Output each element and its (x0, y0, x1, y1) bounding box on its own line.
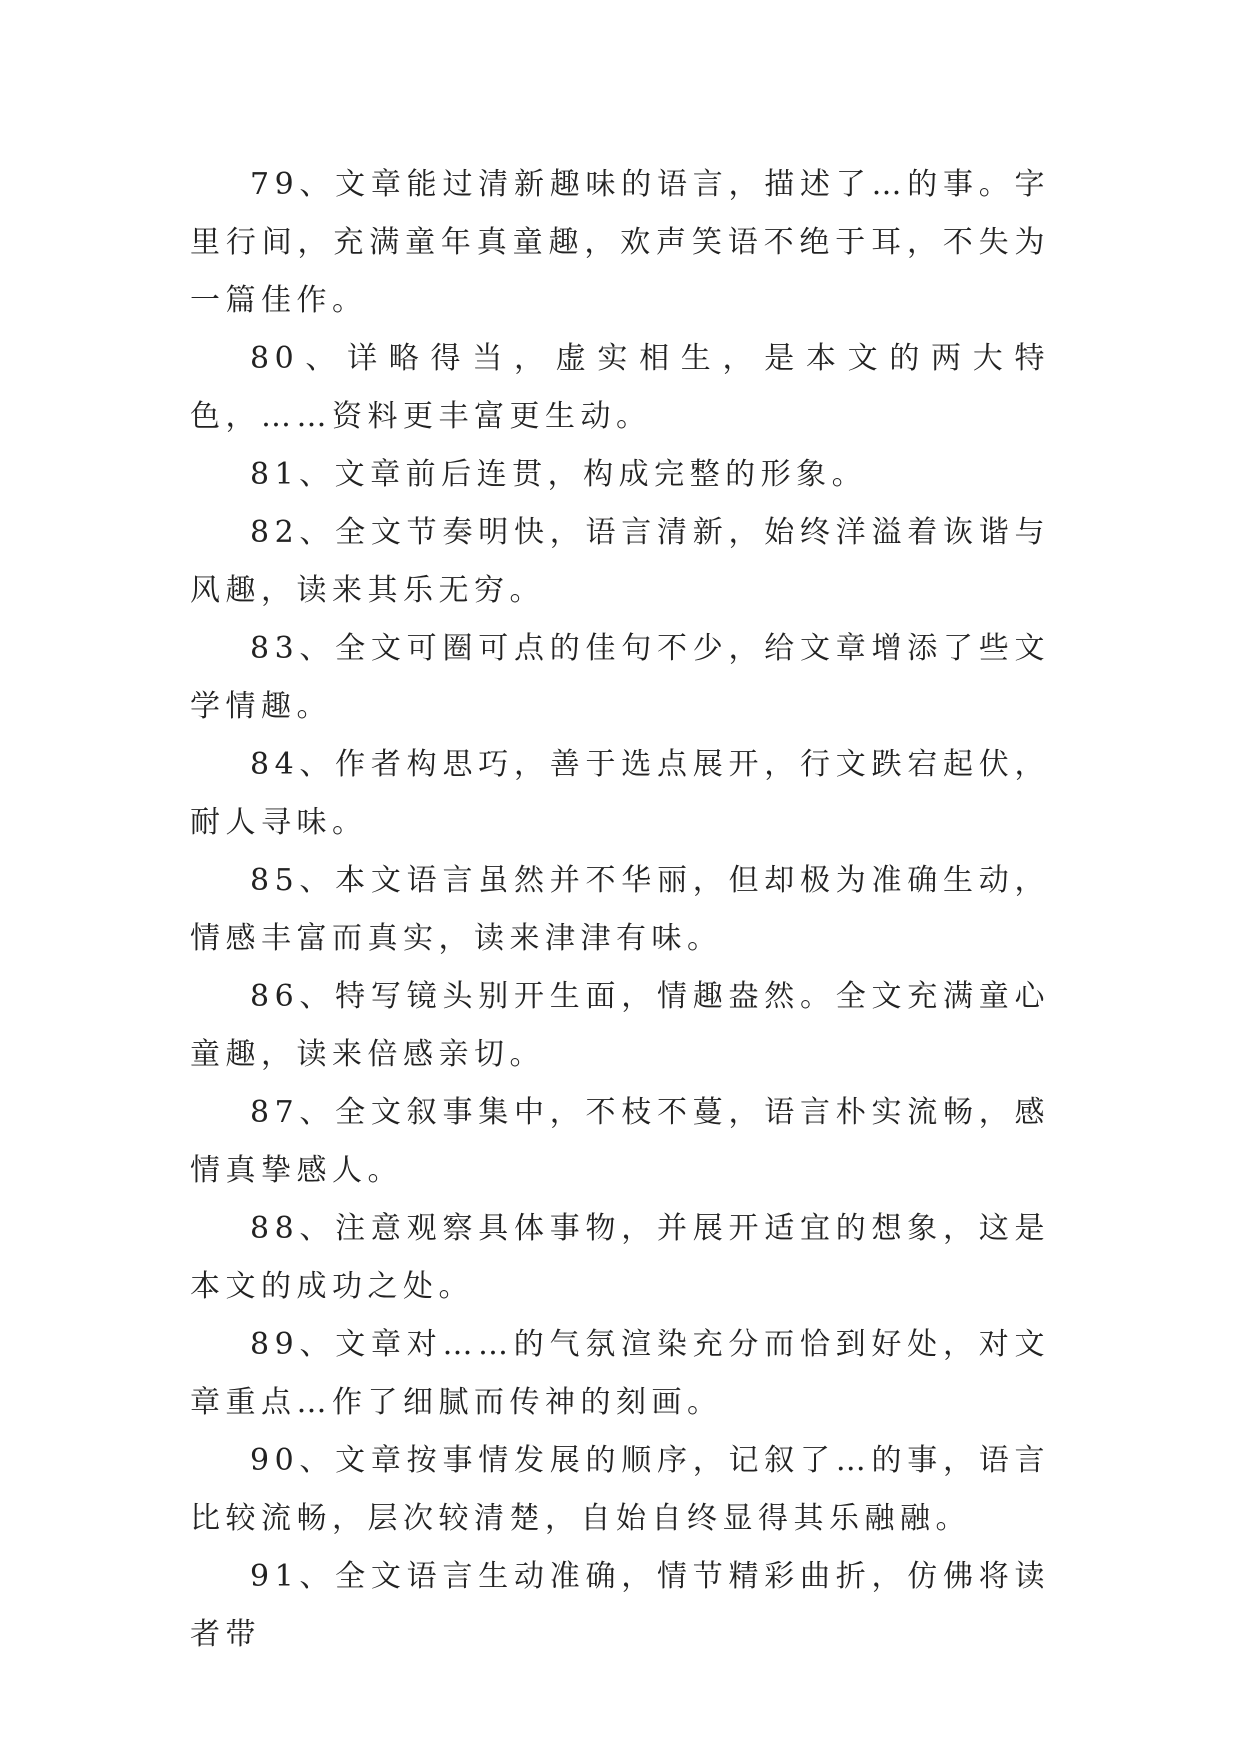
paragraph-87: 87、全文叙事集中，不枝不蔓，语言朴实流畅，感情真挚感人。 (190, 1095, 1050, 1188)
document-page (190, 156, 1050, 1664)
paragraph-86: 86、特写镜头别开生面，情趣盎然。全文充满童心童趣，读来倍感亲切。 (190, 979, 1050, 1072)
paragraph-79: 79、文章能过清新趣味的语言，描述了…的事。字里行间，充满童年真童趣，欢声笑语不绝于耳，不失为一篇佳作。 (190, 167, 1050, 318)
paragraph-80: 80、详略得当，虚实相生，是本文的两大特色，……资料更丰富更生动。 (190, 341, 1050, 434)
paragraph-90: 90、文章按事情发展的顺序，记叙了…的事，语言比较流畅，层次较清楚，自始自终显得其乐融融。 (190, 1443, 1050, 1536)
paragraph-85: 85、本文语言虽然并不华丽，但却极为准确生动，情感丰富而真实，读来津津有味。 (190, 863, 1050, 956)
paragraph-84: 84、作者构思巧，善于选点展开，行文跌宕起伏，耐人寻味。 (190, 747, 1050, 840)
paragraph-82: 82、全文节奏明快，语言清新，始终洋溢着诙谐与风趣，读来其乐无穷。 (190, 515, 1050, 608)
paragraph-89: 89、文章对……的气氛渲染充分而恰到好处，对文章重点…作了细腻而传神的刻画。 (190, 1327, 1050, 1420)
paragraph-81: 81、文章前后连贯，构成完整的形象。 (250, 457, 868, 492)
paragraph-91: 91、全文语言生动准确，情节精彩曲折，仿佛将读者带 (190, 1559, 1050, 1652)
paragraph-88: 88、注意观察具体事物，并展开适宜的想象，这是本文的成功之处。 (190, 1211, 1050, 1304)
paragraph-83: 83、全文可圈可点的佳句不少，给文章增添了些文学情趣。 (190, 631, 1050, 724)
